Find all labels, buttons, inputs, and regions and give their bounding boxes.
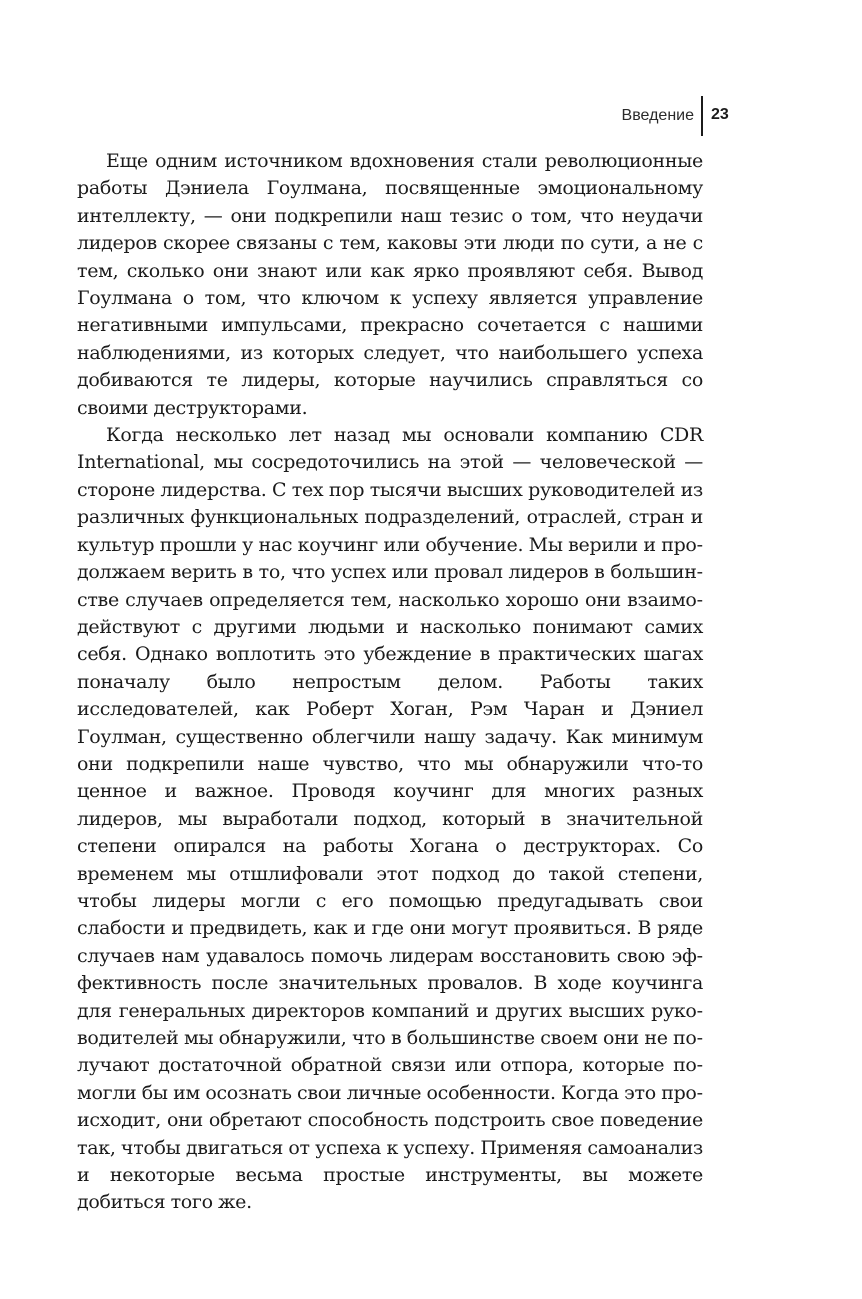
section-title: Введение (621, 107, 694, 124)
paragraph: Еще одним источником вдохновения стали революционные работы Дэниела Гоулмана, посвященные эмоциональному интеллекту, — они подкрепили наш тезис о том, что неудачи лидеров скорее связаны с тем, каковы эти люди по сути, а не с тем, сколько они знают или как ярко проявляют себя. Вывод Гоулмана о том, что ключом к успеху является управление негативными импульсами, прекрасно сочетается с нашими наблюдениями, из которых следует, что наибольшего успеха добиваются те лидеры, которые научились справляться со своими деструкторами. (77, 150, 703, 419)
running-header (560, 96, 730, 136)
header-divider (701, 96, 703, 136)
page-number: 23 (711, 106, 729, 123)
body-text (77, 148, 703, 1217)
paragraph: Когда несколько лет назад мы основали компанию CDR International, мы сосредоточились на этой — человеческой — стороне лидерства. С тех пор тысячи высших руководителей из различных функциональных подразделений, отраслей, стран и культур прошли у нас коучинг или обучение. Мы верили и продолжаем верить в то, что успех или провал лидеров в большинстве случаев определяется тем, насколько хорошо они взаимодействуют с другими людьми и насколько понимают самих себя. Однако воплотить это убеждение в практических шагах поначалу было непростым делом. Работы таких исследователей, как Роберт Хоган, Рэм Чаран и Дэниел Гоулман, существенно облегчили нашу задачу. Как минимум они подкрепили наше чувство, что мы обнаружили что-то ценное и важное. Проводя коучинг для многих разных лидеров, мы выработали подход, который в значительной степени опирался на работы Хогана о деструкторах. Со временем мы отшлифовали этот подход до такой степени, чтобы лидеры могли с его помощью предугадывать свои слабости и предвидеть, как и где они могут проявиться. В ряде случаев нам удавалось помочь лидерам восстановить свою эффективность после значительных провалов. В ходе коучинга для генеральных директоров компаний и других высших руководителей мы обнаружили, что в большинстве своем они не получают достаточной обратной связи или отпора, которые помогли бы им осознать свои личные особенности. Когда это происходит, они обретают способность подстроить свое поведение так, чтобы двигаться от успеха к успеху. Применяя самоанализ и некоторые весьма простые инструменты, вы можете добиться того же. (77, 424, 703, 1214)
